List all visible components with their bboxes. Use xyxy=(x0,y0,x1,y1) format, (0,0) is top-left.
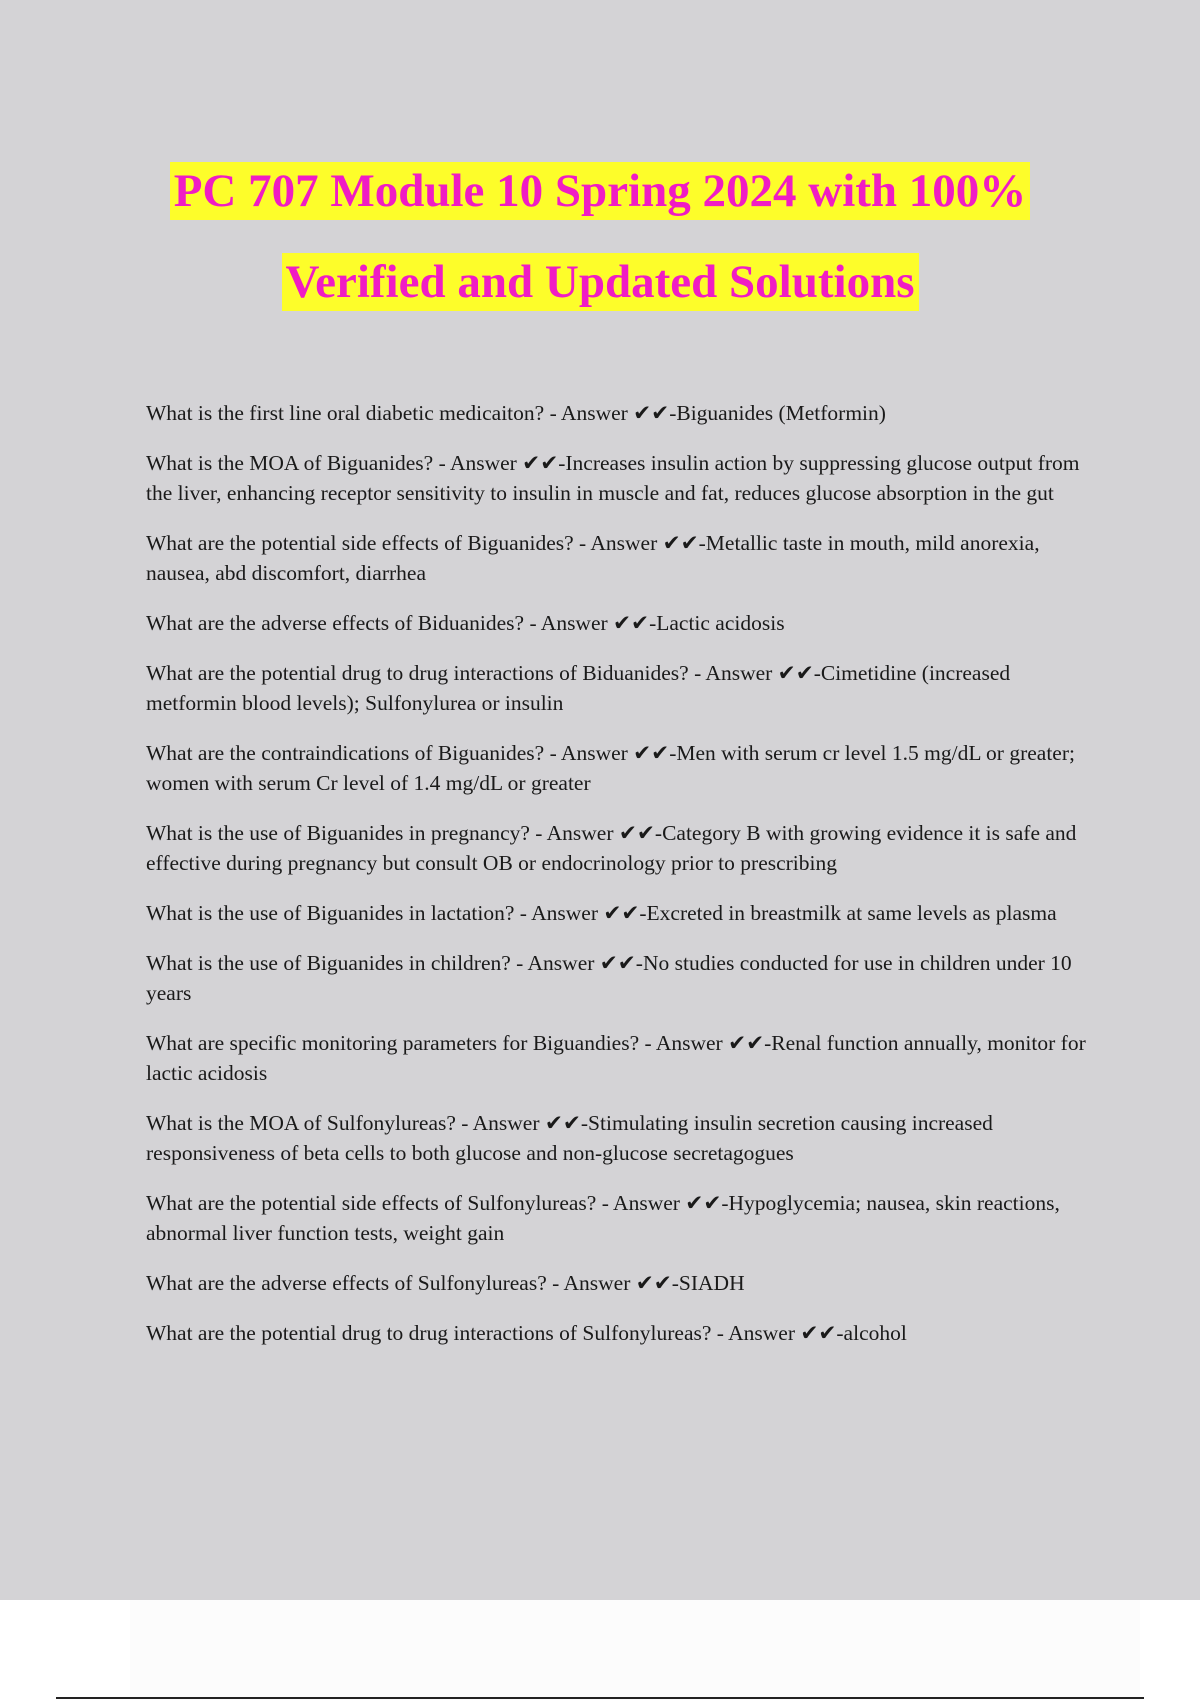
qa-item: What is the MOA of Sulfonylureas? - Answer ✔✔-Stimulating insulin secretion causing increased responsiveness of beta cells to both glucose and non-glucose secretagogues xyxy=(146,1111,993,1165)
qa-item: What is the first line oral diabetic medicaiton? - Answer ✔✔-Biguanides (Metformin) xyxy=(146,401,886,425)
qa-item: What are the adverse effects of Sulfonylureas? - Answer ✔✔-SIADH xyxy=(146,1271,745,1295)
qa-item: What is the MOA of Biguanides? - Answer ✔✔-Increases insulin action by suppressing glucose output from the liver, enhancing receptor sensitivity to insulin in muscle and fat, reduces glucose absorption in the gut xyxy=(146,451,1080,505)
qa-item: What is the use of Biguanides in lactation? - Answer ✔✔-Excreted in breastmilk at same levels as plasma xyxy=(146,901,1057,925)
title-line-1: PC 707 Module 10 Spring 2024 with 100% xyxy=(170,162,1031,220)
page-title xyxy=(0,162,1200,311)
qa-item: What are the potential drug to drug interactions of Biduanides? - Answer ✔✔-Cimetidine (increased metformin blood levels); Sulfonylurea or insulin xyxy=(146,661,1011,715)
qa-item: What are the potential side effects of Sulfonylureas? - Answer ✔✔-Hypoglycemia; nausea, skin reactions, abnormal liver function tests, weight gain xyxy=(146,1191,1060,1245)
qa-list xyxy=(146,398,1086,1368)
qa-item: What are the contraindications of Biguanides? - Answer ✔✔-Men with serum cr level 1.5 mg/dL or greater; women with serum Cr level of 1.4 mg/dL or greater xyxy=(146,741,1075,795)
footer-area xyxy=(130,1600,1140,1700)
qa-item: What are specific monitoring parameters for Biguandies? - Answer ✔✔-Renal function annually, monitor for lactic acidosis xyxy=(146,1031,1086,1085)
qa-item: What is the use of Biguanides in children? - Answer ✔✔-No studies conducted for use in children under 10 years xyxy=(146,951,1072,1005)
footer-divider xyxy=(56,1697,1144,1699)
qa-item: What are the adverse effects of Biduanides? - Answer ✔✔-Lactic acidosis xyxy=(146,611,785,635)
qa-item: What are the potential drug to drug interactions of Sulfonylureas? - Answer ✔✔-alcohol xyxy=(146,1321,907,1345)
qa-item: What are the potential side effects of Biguanides? - Answer ✔✔-Metallic taste in mouth, mild anorexia, nausea, abd discomfort, diarrhea xyxy=(146,531,1040,585)
qa-item: What is the use of Biguanides in pregnancy? - Answer ✔✔-Category B with growing evidence it is safe and effective during pregnancy but consult OB or endocrinology prior to prescribing xyxy=(146,821,1077,875)
title-line-2: Verified and Updated Solutions xyxy=(282,253,919,311)
